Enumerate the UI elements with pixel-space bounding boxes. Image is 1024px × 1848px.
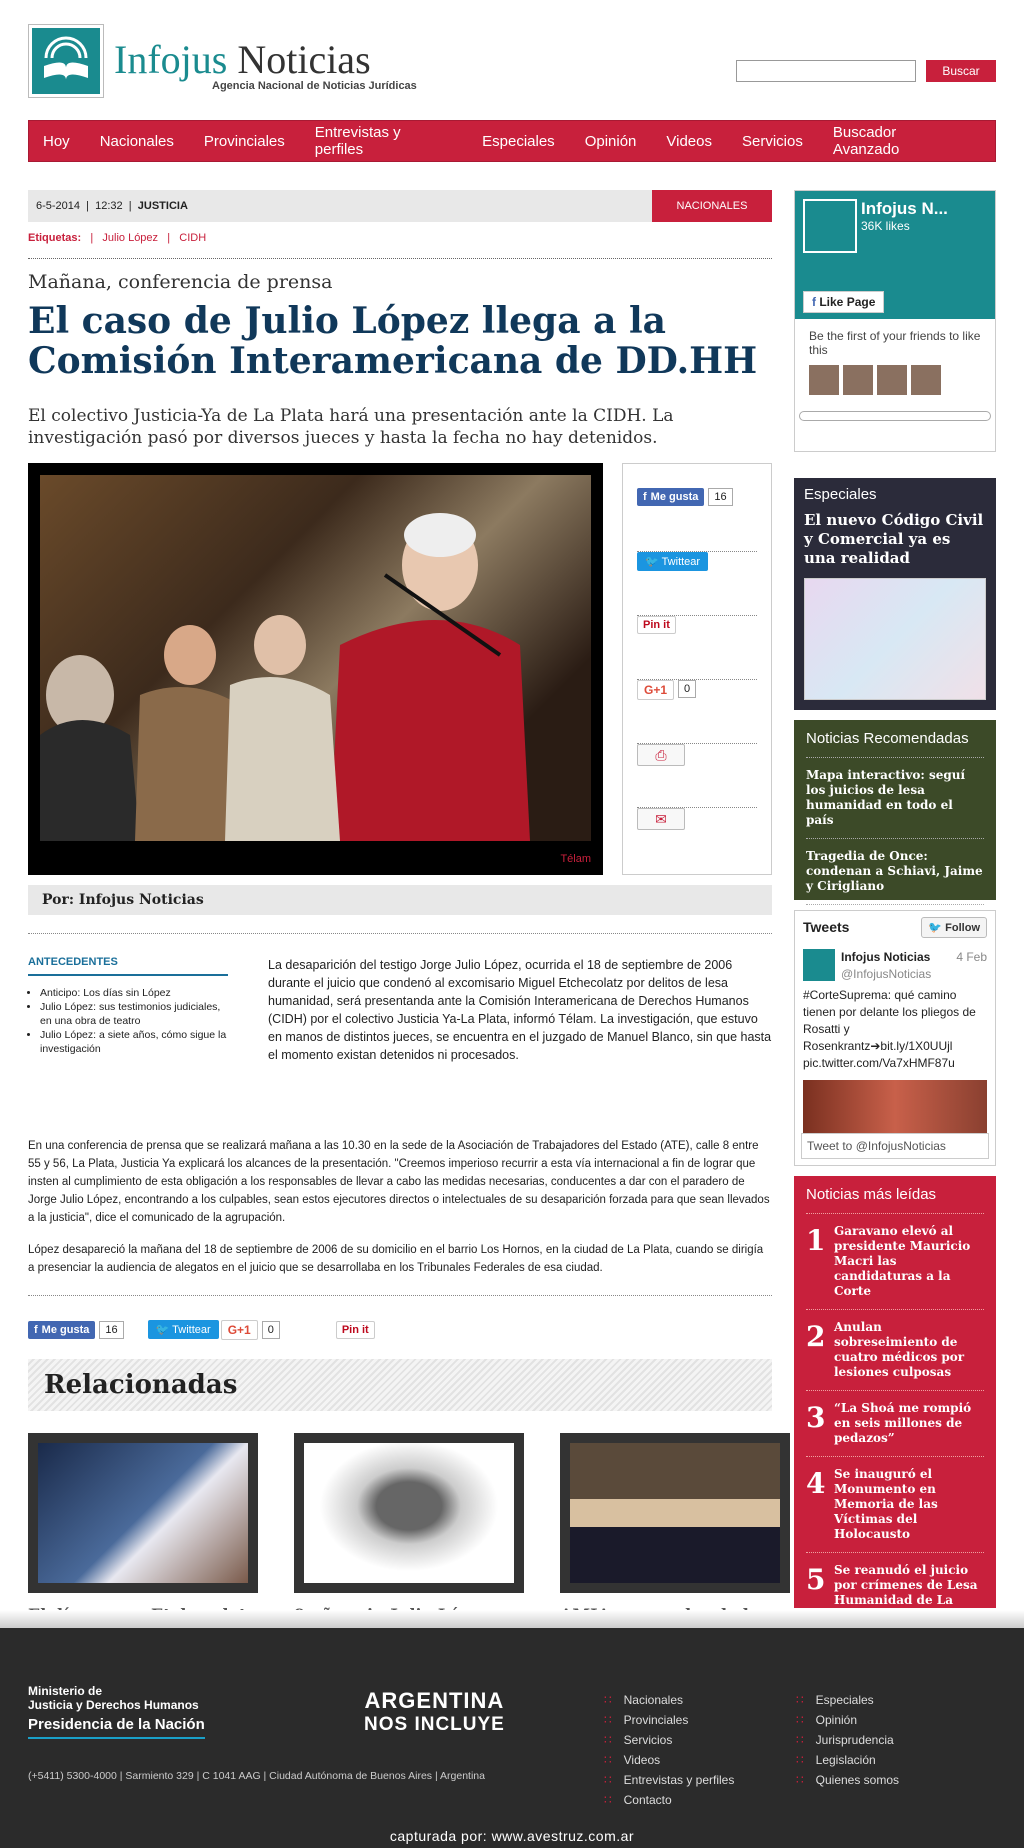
search-button[interactable]: Buscar: [926, 60, 996, 82]
recomendada-link[interactable]: Mapa interactivo: seguí los juicios de lesa humanidad en todo el país: [806, 758, 984, 839]
email-button[interactable]: [637, 808, 685, 830]
fb-like-button[interactable]: f Me gusta: [28, 1321, 95, 1339]
twitter-icon: 🐦: [645, 556, 659, 568]
article-paragraph: La desaparición del testigo Jorge Julio López, ocurrida el 18 de septiembre de 2006 durante el juicio que condenó al excomisario Miguel Etchecolatz por delitos de lesa humanidad, será presentanda ante la Comisión Interamericana de Derechos Humanos (CIDH) por el colectivo Justicia Ya-La Plata, informó Télam. La investigación, que estuvo en manos de distintos jueces, se encuentra en el juzgado de Manuel Blanco, sin que hasta el momento existan detenidos ni procesados.: [268, 958, 772, 1062]
footer-link[interactable]: ∷ Especiales: [796, 1690, 899, 1710]
pin-it-button[interactable]: Pin it: [336, 1321, 375, 1339]
footer-link[interactable]: ∷ Legislación: [796, 1750, 899, 1770]
nav-hoy[interactable]: Hoy: [43, 132, 70, 150]
fb-scrollbar[interactable]: [799, 411, 991, 421]
article-date: 6-5-2014: [36, 200, 81, 212]
twitter-icon: 🐦: [928, 922, 943, 934]
footer-link[interactable]: ∷ Nacionales: [604, 1690, 734, 1710]
printer-icon: ⎙: [655, 746, 667, 763]
tweet-avatar[interactable]: [803, 949, 835, 981]
gplus-count: 0: [678, 680, 696, 698]
fb-page-likes: 36K likes: [861, 219, 910, 233]
nav-videos[interactable]: Videos: [666, 132, 712, 150]
fb-like-page-button[interactable]: f Like Page: [803, 291, 884, 313]
fb-like-count: 16: [708, 488, 732, 506]
article-meta: 6-5-2014 | 12:32 | JUSTICIA NACIONALES: [28, 190, 772, 222]
footer-link[interactable]: ∷ Jurisprudencia: [796, 1730, 899, 1750]
search-form: [736, 60, 996, 82]
footer-divider: [0, 1610, 1024, 1628]
antecedentes-box: [28, 956, 228, 1056]
mas-leida-item[interactable]: 2 Anulan sobreseimiento de cuatro médicos por lesiones culposas: [806, 1310, 984, 1391]
related-heading: Relacionadas: [28, 1359, 772, 1411]
gplus-button[interactable]: G+1: [221, 1320, 258, 1340]
facebook-icon: f: [34, 1323, 38, 1336]
article-title: El caso de Julio López llega a la Comisión Interamericana de DD.HH: [28, 300, 758, 382]
facebook-icon: f: [812, 295, 816, 309]
site-logo[interactable]: [28, 24, 104, 98]
tweet-button[interactable]: 🐦 Twittear: [148, 1320, 219, 1339]
footer-link[interactable]: ∷ Contacto: [604, 1790, 734, 1810]
nav-especiales[interactable]: Especiales: [482, 132, 555, 150]
mas-leida-item[interactable]: 1 Garavano elevó al presidente Mauricio Macri las candidaturas a la Corte: [806, 1214, 984, 1310]
facebook-icon: f: [643, 491, 647, 503]
recomendadas-heading: Noticias Recomendadas: [806, 730, 984, 758]
photo-image: [40, 475, 591, 841]
article-kicker: Mañana, conferencia de prensa: [28, 271, 333, 293]
especiales-heading: Especiales: [804, 486, 877, 503]
especiales-title[interactable]: El nuevo Código Civil y Comercial ya es una realidad: [804, 511, 984, 567]
footer-link[interactable]: ∷ Videos: [604, 1750, 734, 1770]
sidebar: [794, 190, 996, 1608]
tags-label: Etiquetas:: [28, 232, 82, 244]
fb-like-count: 16: [99, 1321, 123, 1339]
mas-leida-item[interactable]: 4 Se inauguró el Monumento en Memoria de las Víctimas del Holocausto: [806, 1457, 984, 1553]
envelope-icon: ✉: [655, 810, 667, 827]
site-title[interactable]: Infojus Noticias: [114, 37, 371, 82]
article-category[interactable]: JUSTICIA: [137, 200, 188, 212]
site-footer: [0, 1628, 1024, 1848]
twitter-widget: [794, 910, 996, 1166]
related-thumbnail[interactable]: [28, 1433, 258, 1593]
print-button[interactable]: [637, 744, 685, 766]
nav-provinciales[interactable]: Provinciales: [203, 132, 285, 150]
fb-friend-faces: [809, 365, 981, 395]
footer-link[interactable]: ∷ Entrevistas y perfiles: [604, 1770, 734, 1790]
nav-buscador-avanzado[interactable]: Buscador Avanzado: [832, 124, 900, 158]
mas-leida-item[interactable]: 3 “La Shoá me rompió en seis millones de pedazos”: [806, 1391, 984, 1457]
footer-link[interactable]: ∷ Provinciales: [604, 1710, 734, 1730]
tweet-handle: @InfojusNoticias: [841, 967, 932, 981]
facebook-widget: [794, 190, 996, 452]
fb-page-logo[interactable]: [803, 199, 857, 253]
article-body: [28, 933, 772, 1123]
site-header: [28, 24, 996, 96]
nav-opinion[interactable]: Opinión: [584, 132, 637, 150]
article-paragraph: López desapareció la mañana del 18 de septiembre de 2006 de su domicilio en el barrio Los Hornos, en la ciudad de La Plata, cuando se dirigía a presenciar la audiencia de alegatos en el juicio que se desarrollaba en los Tribunales Federales de esa ciudad.: [28, 1244, 764, 1274]
footer-link[interactable]: ∷ Opinión: [796, 1710, 899, 1730]
gplus-button[interactable]: G+1: [637, 680, 674, 700]
tweet-button[interactable]: 🐦 Twittear: [637, 552, 708, 571]
footer-link[interactable]: ∷ Servicios: [604, 1730, 734, 1750]
book-sun-icon: [38, 36, 94, 86]
fb-page-name[interactable]: Infojus N...: [861, 199, 948, 218]
mas-leidas-heading: Noticias más leídas: [806, 1186, 984, 1214]
media-block: [28, 463, 772, 875]
fb-friends-text: Be the first of your friends to like this: [809, 329, 981, 357]
ministry-logo[interactable]: Ministerio de Justicia y Derechos Humanos Presidencia de la Nación: [28, 1684, 205, 1739]
antecedente-link[interactable]: • Anticipo: Los días sin López: [40, 986, 228, 1000]
related-thumbnail[interactable]: [560, 1433, 790, 1593]
article-section-badge[interactable]: NACIONALES: [652, 190, 772, 222]
search-input[interactable]: [736, 60, 916, 82]
twitter-icon: 🐦: [155, 1324, 170, 1336]
tweet-date: 4 Feb: [956, 950, 987, 964]
tweet-to-input[interactable]: Tweet to @InfojusNoticias: [801, 1133, 989, 1159]
article-time: 12:32: [95, 200, 123, 212]
follow-button[interactable]: 🐦 Follow: [921, 917, 987, 938]
argentina-logo: ARGENTINA NOS INCLUYE: [364, 1688, 505, 1735]
tweet-text[interactable]: #CorteSuprema: qué camino tienen por delante los pliegos de Rosatti y Rosenkrantz➔bit.ly/1X0UUjl pic.twitter.com/Va7xHMF87u: [803, 988, 976, 1070]
recomendada-link[interactable]: Tragedia de Once: condenan a Schiavi, Jaime y Cirigliano: [806, 839, 984, 905]
antecedente-link[interactable]: • Julio López: a siete años, cómo sigue la investigación: [40, 1028, 228, 1056]
related-thumbnail[interactable]: [294, 1433, 524, 1593]
site-subtitle: Agencia Nacional de Noticias Jurídicas: [212, 80, 417, 92]
nav-nacionales[interactable]: Nacionales: [99, 132, 174, 150]
footer-address: (+5411) 5300-4000 | Sarmiento 329 | C 1041 AAG | Ciudad Autónoma de Buenos Aires | Argentina: [28, 1770, 485, 1782]
tag-link[interactable]: CIDH: [179, 232, 207, 244]
article-author: Por: Infojus Noticias: [28, 885, 772, 915]
footer-links-col1: [604, 1690, 734, 1810]
mas-leidas-box: [794, 1176, 996, 1608]
pin-it-button[interactable]: Pin it: [637, 616, 676, 634]
article-tags: Etiquetas: | Julio López | CIDH: [28, 232, 772, 259]
tweet-image[interactable]: [803, 1080, 987, 1134]
tweet-user[interactable]: Infojus Noticias: [841, 950, 931, 964]
article-paragraph: En una conferencia de prensa que se realizará mañana a las 10.30 en la sede de la Asociación de Trabajadores del Estado (ATE), calle 8 entre 55 y 56, La Plata, Justicia Ya explicará los alcances de la presentación. "Creemos imperioso recurrir a esta vía internacional a fin de lograr que insten al cumplimiento de esta obligación a los responsables de llevar a cabo las medidas necesarias, conducentes a dar con el paradero de Jorge Julio López, encontrando a los culpables, sean estos ejecutores directos o intelectuales de su desaparición forzada para que sean llevados a la justicia", dice el comunicado de la agrupación.: [28, 1140, 770, 1224]
recomendadas-box: [794, 720, 996, 900]
mas-leida-item[interactable]: 5 Se reanudó el juicio por crímenes de Lesa Humanidad de La: [806, 1563, 978, 1607]
tweets-heading: Tweets: [803, 919, 850, 935]
footer-links-col2: [796, 1690, 899, 1790]
footer-link[interactable]: ∷ Quienes somos: [796, 1770, 899, 1790]
fb-like-button[interactable]: f Me gusta: [637, 488, 704, 506]
nav-entrevistas[interactable]: Entrevistas y perfiles: [314, 124, 401, 158]
article-lead: El colectivo Justicia-Ya de La Plata hará una presentación ante la CIDH. La investigación pasó por diversos jueces y hasta la fecha no hay detenidos.: [28, 406, 674, 448]
article-photo[interactable]: [28, 463, 603, 875]
photo-credit: Télam: [560, 853, 591, 865]
capture-credit: capturada por: www.avestruz.com.ar: [389, 1828, 635, 1844]
nav-servicios[interactable]: Servicios: [741, 132, 803, 150]
antecedentes-title: ANTECEDENTES: [28, 956, 228, 976]
especiales-box: [794, 478, 996, 710]
gplus-count: 0: [262, 1321, 280, 1339]
especiales-image[interactable]: [804, 578, 986, 700]
share-bar-bottom: [28, 1295, 772, 1343]
share-sidebar: [622, 463, 772, 875]
tag-link[interactable]: Julio López: [102, 232, 159, 244]
article-column: [28, 190, 772, 1681]
main-nav: [28, 120, 996, 162]
antecedente-link[interactable]: • Julio López: sus testimonios judiciales, en una obra de teatro: [40, 1000, 228, 1028]
